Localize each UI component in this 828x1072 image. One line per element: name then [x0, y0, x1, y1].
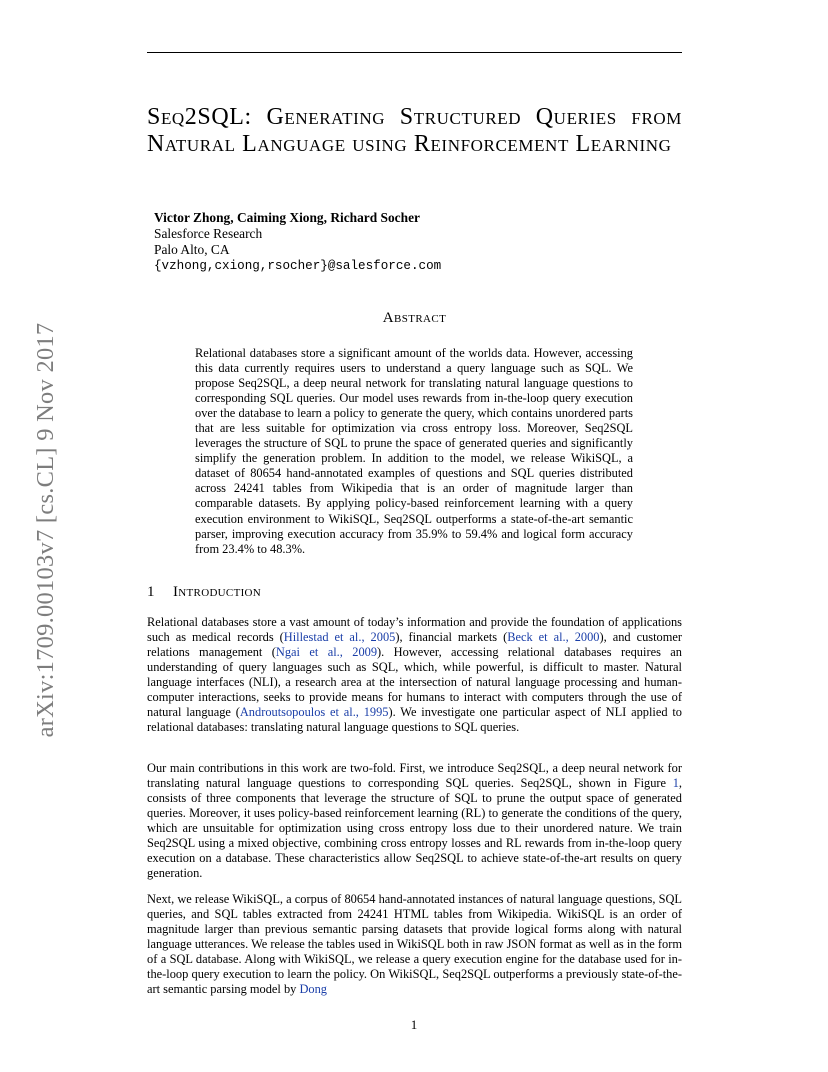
paragraph-text: , consists of three components that leverage the structure of SQL to prune the output space of generated queries. Moreover, it uses policy-based reinforcement learning (RL) to generate the conditions of the query, which are unsuitable for optimization using cross entropy loss due to their unordered nature. We train Seq2SQL using a mixed objective, combining cross entropy losses and RL rewards from in-the-loop query execution on a database. These characteristics allow Seq2SQL to achieve state-of-the-art results on query generation. — [147, 776, 682, 881]
citation-link[interactable]: Beck et al., 2000 — [507, 630, 600, 645]
paragraph-text: ), and customer relations management ( — [147, 630, 683, 660]
intro-paragraph-3 — [147, 892, 682, 997]
paragraph-text: ). However, accessing relational databases requires an understanding of query languages such as SQL, which, while powerful, is difficult to master. Natural language interfaces (NLI), a research area at the intersection of natural language processing and human-computer interactions, seeks to provide means for humans to interact with computers through the use of natural language ( — [147, 645, 682, 720]
intro-paragraph-1 — [147, 615, 682, 735]
section-number: 1 — [147, 584, 155, 600]
paragraph-text: Our main contributions in this work are two-fold. First, we introduce Seq2SQL, a deep neural network for translating natural language questions to corresponding SQL queries. Seq2SQL, shown in Figure — [147, 761, 682, 791]
paragraph-text: ), financial markets ( — [395, 630, 508, 645]
citation-link[interactable]: Dong — [299, 982, 327, 997]
intro-paragraph-2 — [147, 761, 682, 881]
section-title: Introduction — [173, 584, 262, 600]
citation-link[interactable]: Ngai et al., 2009 — [275, 645, 378, 660]
arxiv-identifier-stamp: arXiv:1709.00103v7 [cs.CL] 9 Nov 2017 — [32, 322, 59, 738]
paragraph-text: Relational databases store a vast amount of today’s information and provide the foundation of applications such as medical records ( — [147, 615, 682, 645]
citation-link[interactable]: Hillestad et al., 2005 — [283, 630, 396, 645]
paper-title: Seq2SQL: Generating Structured Queries from Natural Language using Reinforcement Learning — [147, 104, 682, 157]
author-affiliation: Salesforce Research — [154, 226, 263, 241]
abstract-heading: Abstract — [382, 310, 447, 326]
author-block — [154, 210, 574, 274]
paragraph-text: Next, we release WikiSQL, a corpus of 80654 hand-annotated instances of natural language questions, SQL queries, and SQL tables extracted from 24241 HTML tables from Wikipedia. WikiSQL is an order of magnitude larger than previous semantic parsing datasets that provide logical forms along with natural language utterances. We release the tables used in WikiSQL both in raw JSON format as well as in the form of a SQL database. Along with WikiSQL, we release a query execution engine for the database used for in-the-loop query execution to learn the policy. On WikiSQL, Seq2SQL outperforms a previously state-of-the-art semantic parsing model by — [147, 892, 682, 997]
author-location: Palo Alto, CA — [154, 242, 230, 257]
abstract-text: Relational databases store a significant amount of the worlds data. However, accessing this data currently requires users to understand a query language such as SQL. We propose Seq2SQL, a deep neural network for translating natural language questions to corresponding SQL queries. Our model uses rewards from in-the-loop query execution over the database to learn a policy to generate the query, which contains unordered parts that are less suitable for optimization via cross entropy loss. Moreover, Seq2SQL leverages the structure of SQL to prune the space of generated queries and significantly simplify the generation problem. In addition to the model, we release WikiSQL, a dataset of 80654 hand-annotated examples of questions and SQL queries distributed across 24241 tables from Wikipedia that is an order of magnitude larger than comparable datasets. By applying policy-based reinforcement learning with a query execution environment to WikiSQL, Seq2SQL outperforms a state-of-the-art semantic parser, improving execution accuracy from 35.9% to 59.4% and logical form accuracy from 23.4% to 48.3%. — [195, 346, 633, 556]
figure-reference-link[interactable]: 1 — [672, 776, 679, 791]
title-top-rule — [147, 52, 682, 53]
paragraph-text: ). We investigate one particular aspect of NLI applied to relational databases: translating natural language questions to SQL queries. — [147, 705, 682, 735]
citation-link[interactable]: Androutsopoulos et al., 1995 — [239, 705, 389, 720]
section-heading-introduction — [147, 584, 261, 601]
page-number: 1 — [410, 1017, 418, 1032]
author-email: {vzhong,cxiong,rsocher}@salesforce.com — [154, 259, 442, 273]
author-names: Victor Zhong, Caiming Xiong, Richard Socher — [154, 210, 420, 225]
